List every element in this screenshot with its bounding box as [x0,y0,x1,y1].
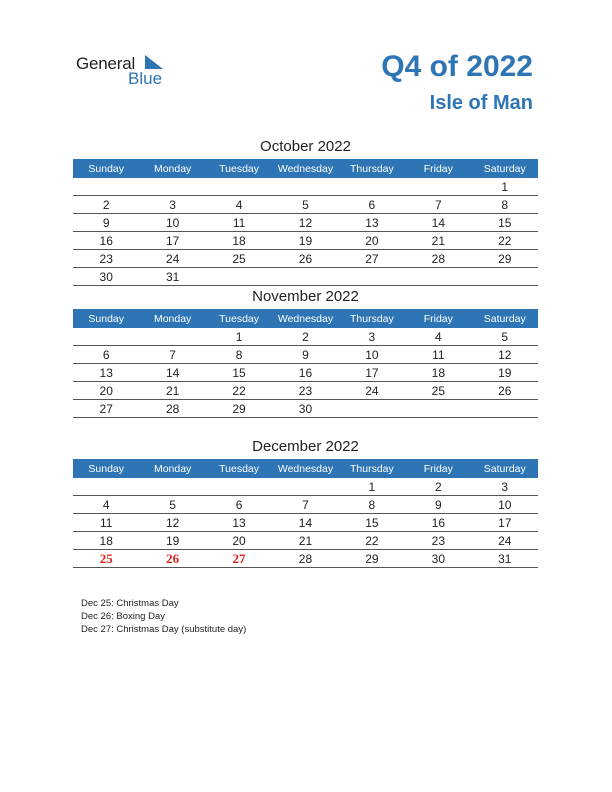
region-title: Isle of Man [429,92,533,114]
day-cell: 11 [405,346,471,364]
day-cell: 12 [472,346,538,364]
weekday-header: Monday [139,459,205,478]
month-november [73,287,538,418]
week-row [73,400,538,418]
week-row [73,532,538,550]
day-cell: 6 [339,196,405,214]
day-cell: 19 [139,532,205,550]
day-cell: 31 [139,268,205,286]
day-cell: 7 [272,496,338,514]
day-cell: 9 [272,346,338,364]
day-cell: 27 [73,400,139,418]
day-cell: 31 [472,550,538,568]
day-cell: 30 [272,400,338,418]
week-row [73,550,538,568]
day-cell: 9 [73,214,139,232]
day-cell: 17 [339,364,405,382]
weekday-header: Wednesday [272,459,338,478]
weekday-header: Sunday [73,459,139,478]
day-cell: 5 [139,496,205,514]
weekday-header: Monday [139,159,205,178]
weekday-header: Tuesday [206,309,272,328]
week-row [73,214,538,232]
day-cell: 8 [206,346,272,364]
weekday-header: Saturday [472,159,538,178]
weekday-header: Thursday [339,309,405,328]
empty-cell [472,400,538,418]
empty-cell [73,178,139,196]
day-cell: 15 [339,514,405,532]
day-cell: 7 [405,196,471,214]
day-cell: 30 [73,268,139,286]
holiday-item: Dec 25: Christmas Day [81,598,179,609]
week-row [73,364,538,382]
day-cell: 25 [405,382,471,400]
day-cell: 3 [472,478,538,496]
week-row [73,346,538,364]
day-cell: 16 [73,232,139,250]
day-cell: 22 [206,382,272,400]
empty-cell [272,178,338,196]
day-cell: 25 [73,550,139,568]
day-cell: 3 [139,196,205,214]
holiday-list [81,597,246,636]
empty-cell [206,178,272,196]
weekday-header: Tuesday [206,159,272,178]
day-cell: 1 [472,178,538,196]
weekday-header: Wednesday [272,309,338,328]
month-title: December 2022 [252,438,359,455]
weekday-header: Friday [405,159,471,178]
day-cell: 14 [405,214,471,232]
month-december [73,437,538,568]
day-cell: 28 [272,550,338,568]
day-cell: 15 [472,214,538,232]
weekday-header: Sunday [73,309,139,328]
day-cell: 2 [405,478,471,496]
empty-cell [139,178,205,196]
calendar-table [73,309,538,418]
month-title: October 2022 [260,138,351,155]
day-cell: 10 [339,346,405,364]
day-cell: 16 [405,514,471,532]
day-cell: 5 [472,328,538,346]
weekday-header: Friday [405,459,471,478]
day-cell: 17 [472,514,538,532]
day-cell: 4 [206,196,272,214]
day-cell: 1 [206,328,272,346]
day-cell: 14 [272,514,338,532]
weekday-header: Tuesday [206,459,272,478]
month-title: November 2022 [252,288,359,305]
empty-cell [405,178,471,196]
day-cell: 10 [472,496,538,514]
day-cell: 21 [139,382,205,400]
day-cell: 24 [139,250,205,268]
day-cell: 18 [73,532,139,550]
empty-cell [339,400,405,418]
day-cell: 29 [472,250,538,268]
day-cell: 1 [339,478,405,496]
day-cell: 8 [339,496,405,514]
day-cell: 21 [272,532,338,550]
day-cell: 13 [339,214,405,232]
day-cell: 23 [272,382,338,400]
day-cell: 27 [339,250,405,268]
week-row [73,496,538,514]
empty-cell [405,268,471,286]
day-cell: 24 [472,532,538,550]
weekday-header: Sunday [73,159,139,178]
empty-cell [339,268,405,286]
day-cell: 12 [272,214,338,232]
empty-cell [73,328,139,346]
weekday-header: Thursday [339,159,405,178]
day-cell: 16 [272,364,338,382]
weekday-header: Saturday [472,309,538,328]
empty-cell [405,400,471,418]
day-cell: 28 [139,400,205,418]
day-cell: 3 [339,328,405,346]
calendar-table [73,459,538,568]
logo-general-text: General [76,54,136,73]
day-cell: 23 [73,250,139,268]
week-row [73,382,538,400]
week-row [73,232,538,250]
empty-cell [139,328,205,346]
empty-cell [472,268,538,286]
empty-cell [73,478,139,496]
empty-cell [339,178,405,196]
day-cell: 26 [139,550,205,568]
day-cell: 15 [206,364,272,382]
day-cell: 2 [272,328,338,346]
day-cell: 11 [73,514,139,532]
day-cell: 19 [472,364,538,382]
day-cell: 29 [339,550,405,568]
calendar-table [73,159,538,286]
week-row [73,478,538,496]
day-cell: 4 [405,328,471,346]
day-cell: 24 [339,382,405,400]
day-cell: 22 [339,532,405,550]
empty-cell [206,478,272,496]
day-cell: 19 [272,232,338,250]
day-cell: 29 [206,400,272,418]
day-cell: 10 [139,214,205,232]
day-cell: 20 [73,382,139,400]
day-cell: 26 [472,382,538,400]
day-cell: 26 [272,250,338,268]
day-cell: 4 [73,496,139,514]
day-cell: 11 [206,214,272,232]
month-october [73,137,538,286]
day-cell: 14 [139,364,205,382]
week-row [73,250,538,268]
day-cell: 28 [405,250,471,268]
weekday-header: Monday [139,309,205,328]
logo [76,54,163,88]
day-cell: 20 [206,532,272,550]
day-cell: 5 [272,196,338,214]
week-row [73,196,538,214]
empty-cell [206,268,272,286]
day-cell: 6 [206,496,272,514]
week-row [73,268,538,286]
day-cell: 23 [405,532,471,550]
day-cell: 8 [472,196,538,214]
weekday-header: Friday [405,309,471,328]
day-cell: 13 [206,514,272,532]
day-cell: 27 [206,550,272,568]
quarter-title: Q4 of 2022 [381,50,533,83]
logo-flag-icon [145,55,163,69]
day-cell: 20 [339,232,405,250]
week-row [73,514,538,532]
holiday-item: Dec 26: Boxing Day [81,611,165,622]
weekday-header: Wednesday [272,159,338,178]
holiday-item: Dec 27: Christmas Day (substitute day) [81,624,247,635]
day-cell: 30 [405,550,471,568]
day-cell: 25 [206,250,272,268]
weekday-header: Thursday [339,459,405,478]
day-cell: 22 [472,232,538,250]
empty-cell [272,478,338,496]
week-row [73,178,538,196]
day-cell: 9 [405,496,471,514]
logo-blue-text: Blue [128,69,163,88]
empty-cell [272,268,338,286]
day-cell: 13 [73,364,139,382]
day-cell: 18 [405,364,471,382]
day-cell: 7 [139,346,205,364]
day-cell: 21 [405,232,471,250]
empty-cell [139,478,205,496]
day-cell: 18 [206,232,272,250]
day-cell: 2 [73,196,139,214]
day-cell: 12 [139,514,205,532]
weekday-header: Saturday [472,459,538,478]
day-cell: 17 [139,232,205,250]
day-cell: 6 [73,346,139,364]
week-row [73,328,538,346]
